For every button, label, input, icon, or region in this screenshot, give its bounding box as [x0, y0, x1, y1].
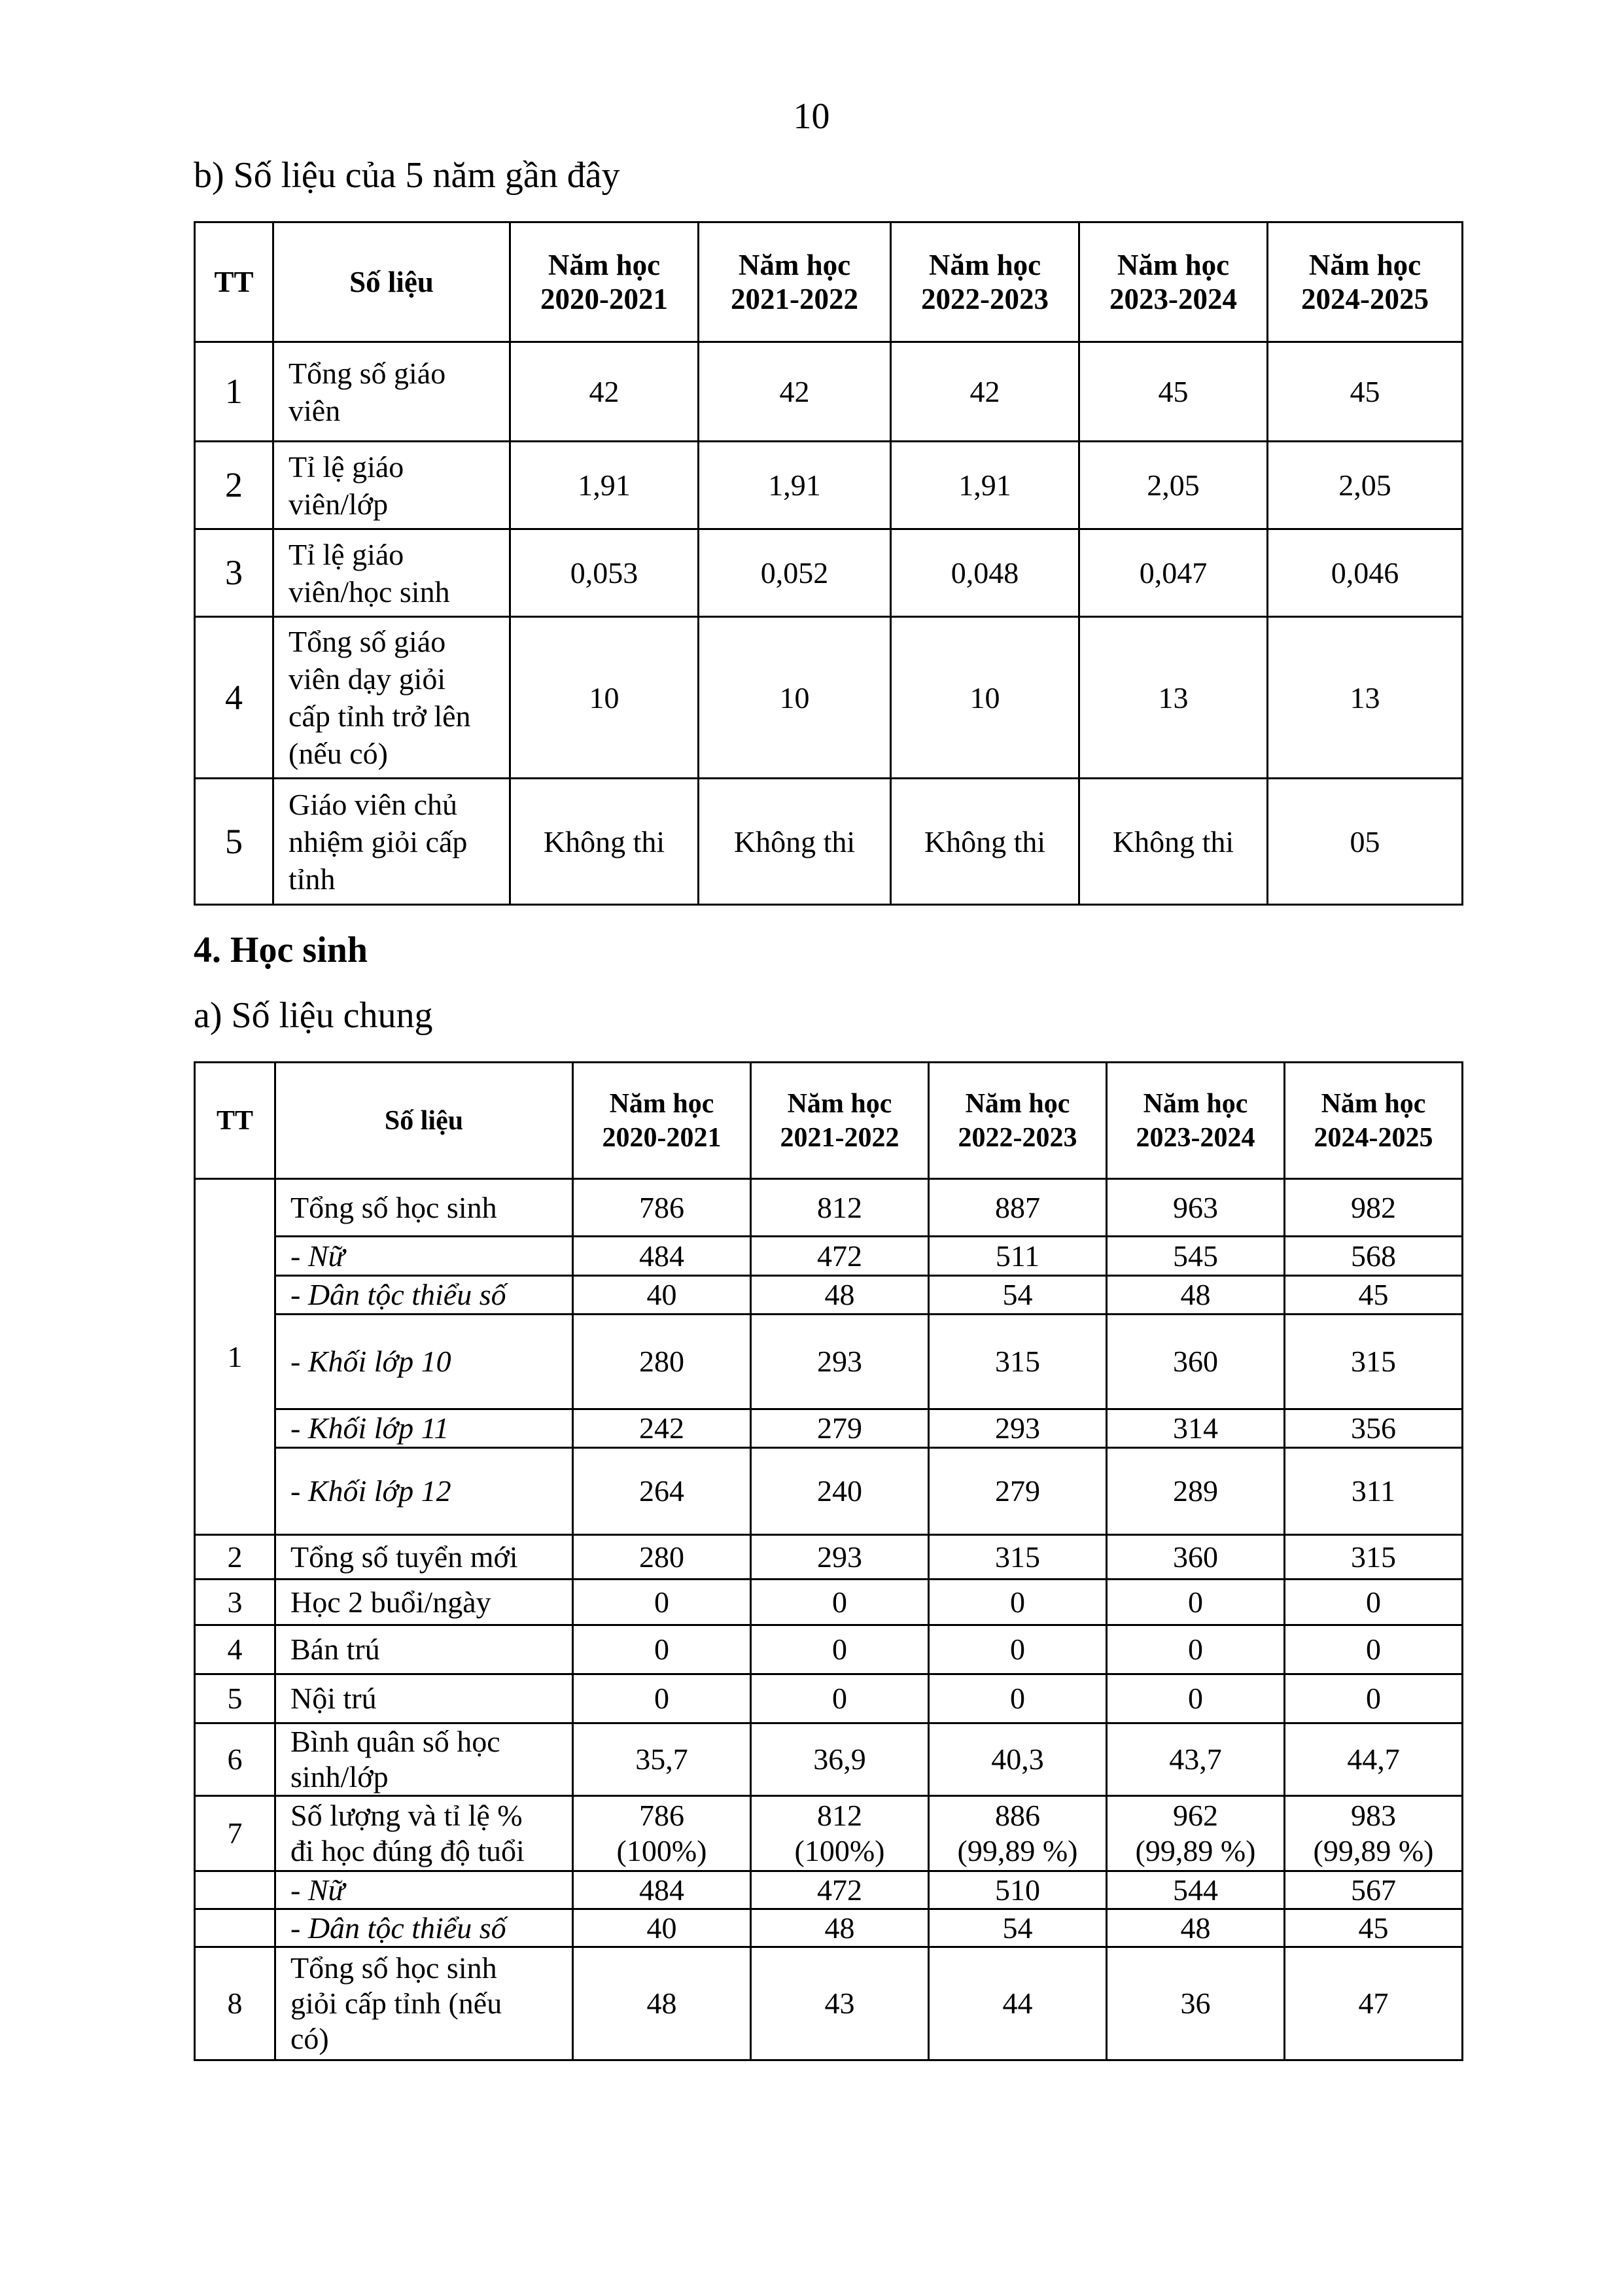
row-label	[275, 1796, 573, 1871]
cell-line: viên/học sinh	[288, 574, 450, 609]
value-cell	[1285, 1535, 1463, 1580]
cell-line: 0	[654, 1585, 669, 1619]
cell-line: Bán trú	[290, 1633, 380, 1666]
table-row	[195, 1723, 1463, 1796]
cell-line: Tổng số giáo	[288, 625, 446, 658]
row-label	[275, 1723, 573, 1796]
value-cell-group	[751, 1179, 929, 1535]
cell-line: 47	[1358, 1987, 1389, 2020]
value-cell	[1107, 1674, 1285, 1723]
row-tt: 3	[195, 529, 273, 617]
cell-line: viên	[288, 393, 341, 427]
value-cell	[929, 1871, 1107, 1909]
cell-line: 0	[654, 1682, 669, 1715]
row-tt: 2	[195, 442, 273, 529]
value-cell	[929, 1909, 1107, 1947]
sub-value: 279	[752, 1408, 928, 1447]
cell-line: (nếu có)	[288, 737, 388, 770]
row-label	[273, 779, 510, 905]
value-cell	[751, 1796, 929, 1871]
value-cell: 1,91	[510, 442, 699, 529]
row-tt: 1	[195, 342, 273, 442]
cell-line: 44	[1002, 1987, 1033, 2020]
sub-row-label: - Khối lớp 12	[276, 1447, 572, 1534]
cell-line: sinh/lớp	[290, 1760, 389, 1793]
cell-line: cấp tỉnh trở lên	[288, 699, 471, 733]
sub-row-label: - Nữ	[276, 1235, 572, 1275]
row-tt: 2	[195, 1535, 275, 1580]
sub-value: 280	[574, 1313, 750, 1408]
table-row	[195, 1871, 1463, 1909]
value-cell-group	[1107, 1179, 1285, 1535]
table-header-row	[195, 222, 1463, 342]
table-row	[195, 1580, 1463, 1625]
value-cell: Không thi	[1079, 779, 1268, 905]
value-cell	[929, 1723, 1107, 1796]
section-b-title: b) Số liệu của 5 năm gần đây	[194, 155, 620, 196]
cell-line: 360	[1173, 1540, 1218, 1574]
sub-value: 315	[930, 1313, 1106, 1408]
value-cell	[929, 1580, 1107, 1625]
value-cell	[1107, 1909, 1285, 1947]
cell-line: 0	[832, 1585, 847, 1619]
cell-line: 0	[832, 1633, 847, 1666]
sub-value: 293	[930, 1408, 1106, 1447]
value-cell	[1285, 1674, 1463, 1723]
table-header-row	[195, 1063, 1463, 1179]
sub-value: 360	[1108, 1313, 1283, 1408]
value-cell	[573, 1674, 751, 1723]
row-label	[275, 1947, 573, 2060]
value-cell	[1107, 1580, 1285, 1625]
value-cell	[751, 1723, 929, 1796]
cell-line: Học 2 buổi/ngày	[290, 1585, 491, 1619]
cell-line: Giáo viên chủ	[288, 787, 458, 821]
value-cell	[573, 1535, 751, 1580]
cell-line: viên dạy giỏi	[288, 662, 446, 696]
value-cell	[573, 1580, 751, 1625]
cell-line: Tổng số tuyển mới	[290, 1540, 518, 1574]
sub-value: 54	[930, 1275, 1106, 1313]
value-cell: 05	[1268, 779, 1463, 905]
sub-value: 356	[1285, 1408, 1461, 1447]
cell-line: 280	[639, 1540, 684, 1574]
cell-line: 886	[995, 1799, 1040, 1832]
value-cell	[1285, 1909, 1463, 1947]
header-year-2: Năm học 2021-2022	[699, 222, 891, 342]
cell-line: 293	[817, 1540, 862, 1574]
header-year-4: Năm học 2023-2024	[1107, 1063, 1285, 1179]
table-row	[195, 1947, 1463, 2060]
section-4-title: 4. Học sinh	[194, 930, 368, 970]
cell-line: giỏi cấp tỉnh (nếu	[290, 1987, 502, 2020]
cell-line: 0	[1010, 1585, 1025, 1619]
value-cell: 0,047	[1079, 529, 1268, 617]
cell-line: 43,7	[1169, 1742, 1222, 1776]
table-row	[195, 1625, 1463, 1674]
value-cell	[573, 1625, 751, 1674]
value-cell: 10	[891, 617, 1079, 779]
value-cell	[1107, 1723, 1285, 1796]
value-cell	[573, 1871, 751, 1909]
cell-line: - Dân tộc thiểu số	[290, 1911, 506, 1945]
sub-value: 315	[1285, 1313, 1461, 1408]
header-tt: TT	[195, 222, 273, 342]
value-cell	[929, 1947, 1107, 2060]
table-row	[195, 1796, 1463, 1871]
value-cell: Không thi	[699, 779, 891, 905]
header-year-4: Năm học 2023-2024	[1079, 222, 1268, 342]
row-label	[275, 1871, 573, 1909]
value-cell	[751, 1535, 929, 1580]
sub-value: 568	[1285, 1235, 1461, 1275]
table-row	[195, 1909, 1463, 1947]
sub-value: 545	[1108, 1235, 1283, 1275]
cell-line: 45	[1358, 1911, 1389, 1945]
sub-value: 289	[1108, 1447, 1283, 1534]
value-cell: 0,053	[510, 529, 699, 617]
value-cell	[573, 1947, 751, 2060]
sub-row-label: - Khối lớp 11	[276, 1408, 572, 1447]
value-cell	[751, 1909, 929, 1947]
cell-line: 0	[1188, 1682, 1203, 1715]
value-cell: Không thi	[510, 779, 699, 905]
table-row	[195, 342, 1463, 442]
sub-value: 963	[1173, 1190, 1218, 1224]
cell-line: 43	[824, 1987, 855, 2020]
header-year-1: Năm học 2020-2021	[510, 222, 699, 342]
cell-line: 0	[1188, 1633, 1203, 1666]
value-cell	[573, 1796, 751, 1871]
cell-line: Bình quân số học	[290, 1725, 500, 1758]
value-cell	[1285, 1580, 1463, 1625]
header-so-lieu: Số liệu	[275, 1063, 573, 1179]
sub-value: 511	[930, 1235, 1106, 1275]
value-cell-group	[929, 1179, 1107, 1535]
value-cell-group	[1285, 1179, 1463, 1535]
cell-line: (99,89 %)	[1135, 1834, 1256, 1867]
cell-line: nhiệm giỏi cấp	[288, 824, 468, 858]
sub-value: 484	[574, 1235, 750, 1275]
cell-line: 472	[817, 1873, 862, 1907]
cell-line: 484	[639, 1873, 684, 1907]
cell-line: 0	[832, 1682, 847, 1715]
sub-row-label: - Dân tộc thiểu số	[276, 1275, 572, 1313]
header-year-3: Năm học 2022-2023	[891, 222, 1079, 342]
row-tt: 4	[195, 1625, 275, 1674]
sub-value: 786	[639, 1190, 684, 1224]
sub-value: 887	[995, 1190, 1040, 1224]
row-tt: 5	[195, 779, 273, 905]
cell-line: 983	[1351, 1799, 1396, 1832]
value-cell	[1285, 1625, 1463, 1674]
value-cell: 42	[891, 342, 1079, 442]
value-cell-group	[573, 1179, 751, 1535]
cell-line: 54	[1002, 1911, 1033, 1945]
sub-value: 311	[1285, 1447, 1461, 1534]
value-cell	[1285, 1723, 1463, 1796]
table-row	[195, 1674, 1463, 1723]
header-year-1: Năm học 2020-2021	[573, 1063, 751, 1179]
value-cell: 2,05	[1268, 442, 1463, 529]
cell-line: viên/lớp	[288, 487, 389, 521]
cell-line: 0	[654, 1633, 669, 1666]
cell-line: 36,9	[813, 1742, 866, 1776]
sub-value: 240	[752, 1447, 928, 1534]
student-stats-table	[194, 1061, 1463, 2061]
row-label	[275, 1909, 573, 1947]
value-cell: 10	[510, 617, 699, 779]
sub-row-label: Tổng số học sinh	[290, 1190, 497, 1224]
cell-line: có)	[290, 2022, 329, 2055]
cell-line: Tổng số giáo	[288, 356, 446, 390]
teacher-stats-table	[194, 221, 1463, 906]
cell-line: (99,89 %)	[957, 1834, 1078, 1867]
header-tt: TT	[195, 1063, 275, 1179]
value-cell	[929, 1674, 1107, 1723]
value-cell: Không thi	[891, 779, 1079, 905]
row-tt: 5	[195, 1674, 275, 1723]
page-number: 10	[793, 96, 830, 137]
cell-line: 44,7	[1347, 1742, 1400, 1776]
cell-line: (100%)	[794, 1834, 885, 1867]
sub-value: 293	[752, 1313, 928, 1408]
cell-line: 35,7	[635, 1742, 688, 1776]
value-cell: 13	[1268, 617, 1463, 779]
value-cell: 0,048	[891, 529, 1079, 617]
sub-value: 314	[1108, 1408, 1283, 1447]
cell-line: 567	[1351, 1873, 1396, 1907]
cell-line: Tổng số học sinh	[290, 1951, 497, 1985]
sub-value: 40	[574, 1275, 750, 1313]
value-cell: 0,052	[699, 529, 891, 617]
header-year-5: Năm học 2024-2025	[1268, 222, 1463, 342]
value-cell: 45	[1079, 342, 1268, 442]
row-tt: 3	[195, 1580, 275, 1625]
cell-line: 48	[824, 1911, 855, 1945]
value-cell	[1107, 1796, 1285, 1871]
sub-value: 48	[752, 1275, 928, 1313]
sub-value: 982	[1351, 1190, 1396, 1224]
row-tt: 7	[195, 1796, 275, 1871]
row-label	[275, 1580, 573, 1625]
table-row	[195, 779, 1463, 905]
sub-value: 45	[1285, 1275, 1461, 1313]
cell-line: 315	[995, 1540, 1040, 1574]
value-cell: 45	[1268, 342, 1463, 442]
value-cell: 42	[699, 342, 891, 442]
row-label	[273, 617, 510, 779]
cell-line: 0	[1010, 1633, 1025, 1666]
cell-line: 544	[1173, 1873, 1218, 1907]
cell-line: 36	[1180, 1987, 1211, 2020]
sub-value: 48	[1108, 1275, 1283, 1313]
header-year-2: Năm học 2021-2022	[751, 1063, 929, 1179]
value-cell	[929, 1625, 1107, 1674]
value-cell	[1107, 1947, 1285, 2060]
row-label-group	[275, 1179, 573, 1535]
value-cell	[751, 1625, 929, 1674]
row-tt: 6	[195, 1723, 275, 1796]
row-tt	[195, 1871, 275, 1909]
value-cell	[1285, 1796, 1463, 1871]
row-tt	[195, 1909, 275, 1947]
cell-line: 0	[1366, 1682, 1381, 1715]
header-year-5: Năm học 2024-2025	[1285, 1063, 1463, 1179]
row-label	[275, 1625, 573, 1674]
cell-line: Số lượng và tỉ lệ %	[290, 1799, 523, 1832]
sub-value: 264	[574, 1447, 750, 1534]
cell-line: 962	[1173, 1799, 1218, 1832]
cell-line: 0	[1366, 1585, 1381, 1619]
table-row	[195, 1179, 1463, 1535]
table-row	[195, 617, 1463, 779]
sub-value: 279	[930, 1447, 1106, 1534]
cell-line: 315	[1351, 1540, 1396, 1574]
row-tt: 4	[195, 617, 273, 779]
cell-line: (100%)	[616, 1834, 707, 1867]
cell-line: Tỉ lệ giáo	[288, 537, 404, 571]
cell-line: 48	[646, 1987, 677, 2020]
value-cell: 42	[510, 342, 699, 442]
cell-line: - Nữ	[290, 1873, 345, 1907]
row-label	[275, 1674, 573, 1723]
cell-line: Tỉ lệ giáo	[288, 450, 404, 484]
value-cell: 1,91	[699, 442, 891, 529]
cell-line: 786	[639, 1799, 684, 1832]
cell-line: (99,89 %)	[1313, 1834, 1434, 1867]
row-label	[273, 342, 510, 442]
cell-line: tỉnh	[288, 862, 336, 896]
value-cell	[1107, 1871, 1285, 1909]
header-year-3: Năm học 2022-2023	[929, 1063, 1107, 1179]
header-so-lieu: Số liệu	[273, 222, 510, 342]
sub-value: 242	[574, 1408, 750, 1447]
cell-line: Nội trú	[290, 1682, 377, 1715]
value-cell	[573, 1723, 751, 1796]
cell-line: đi học đúng độ tuổi	[290, 1834, 525, 1867]
value-cell	[1285, 1947, 1463, 2060]
value-cell: 1,91	[891, 442, 1079, 529]
value-cell: 13	[1079, 617, 1268, 779]
table-row	[195, 442, 1463, 529]
value-cell	[929, 1796, 1107, 1871]
row-label	[273, 529, 510, 617]
sub-value: 472	[752, 1235, 928, 1275]
row-tt: 1	[195, 1179, 275, 1535]
table-row	[195, 529, 1463, 617]
cell-line: 40,3	[991, 1742, 1044, 1776]
value-cell: 2,05	[1079, 442, 1268, 529]
value-cell: 0,046	[1268, 529, 1463, 617]
value-cell: 10	[699, 617, 891, 779]
section-a-title: a) Số liệu chung	[194, 995, 433, 1036]
value-cell	[929, 1535, 1107, 1580]
cell-line: 48	[1180, 1911, 1211, 1945]
row-label	[275, 1535, 573, 1580]
value-cell	[751, 1871, 929, 1909]
cell-line: 40	[646, 1911, 677, 1945]
value-cell	[751, 1674, 929, 1723]
cell-line: 510	[995, 1873, 1040, 1907]
row-tt: 8	[195, 1947, 275, 2060]
cell-line: 0	[1188, 1585, 1203, 1619]
value-cell	[1285, 1871, 1463, 1909]
sub-row-label: - Khối lớp 10	[276, 1313, 572, 1408]
cell-line: 812	[817, 1799, 862, 1832]
value-cell	[1107, 1625, 1285, 1674]
value-cell	[573, 1909, 751, 1947]
value-cell	[751, 1947, 929, 2060]
sub-value: 812	[817, 1190, 862, 1224]
value-cell	[1107, 1535, 1285, 1580]
value-cell	[751, 1580, 929, 1625]
cell-line: 0	[1366, 1633, 1381, 1666]
row-label	[273, 442, 510, 529]
table-row	[195, 1535, 1463, 1580]
cell-line: 0	[1010, 1682, 1025, 1715]
